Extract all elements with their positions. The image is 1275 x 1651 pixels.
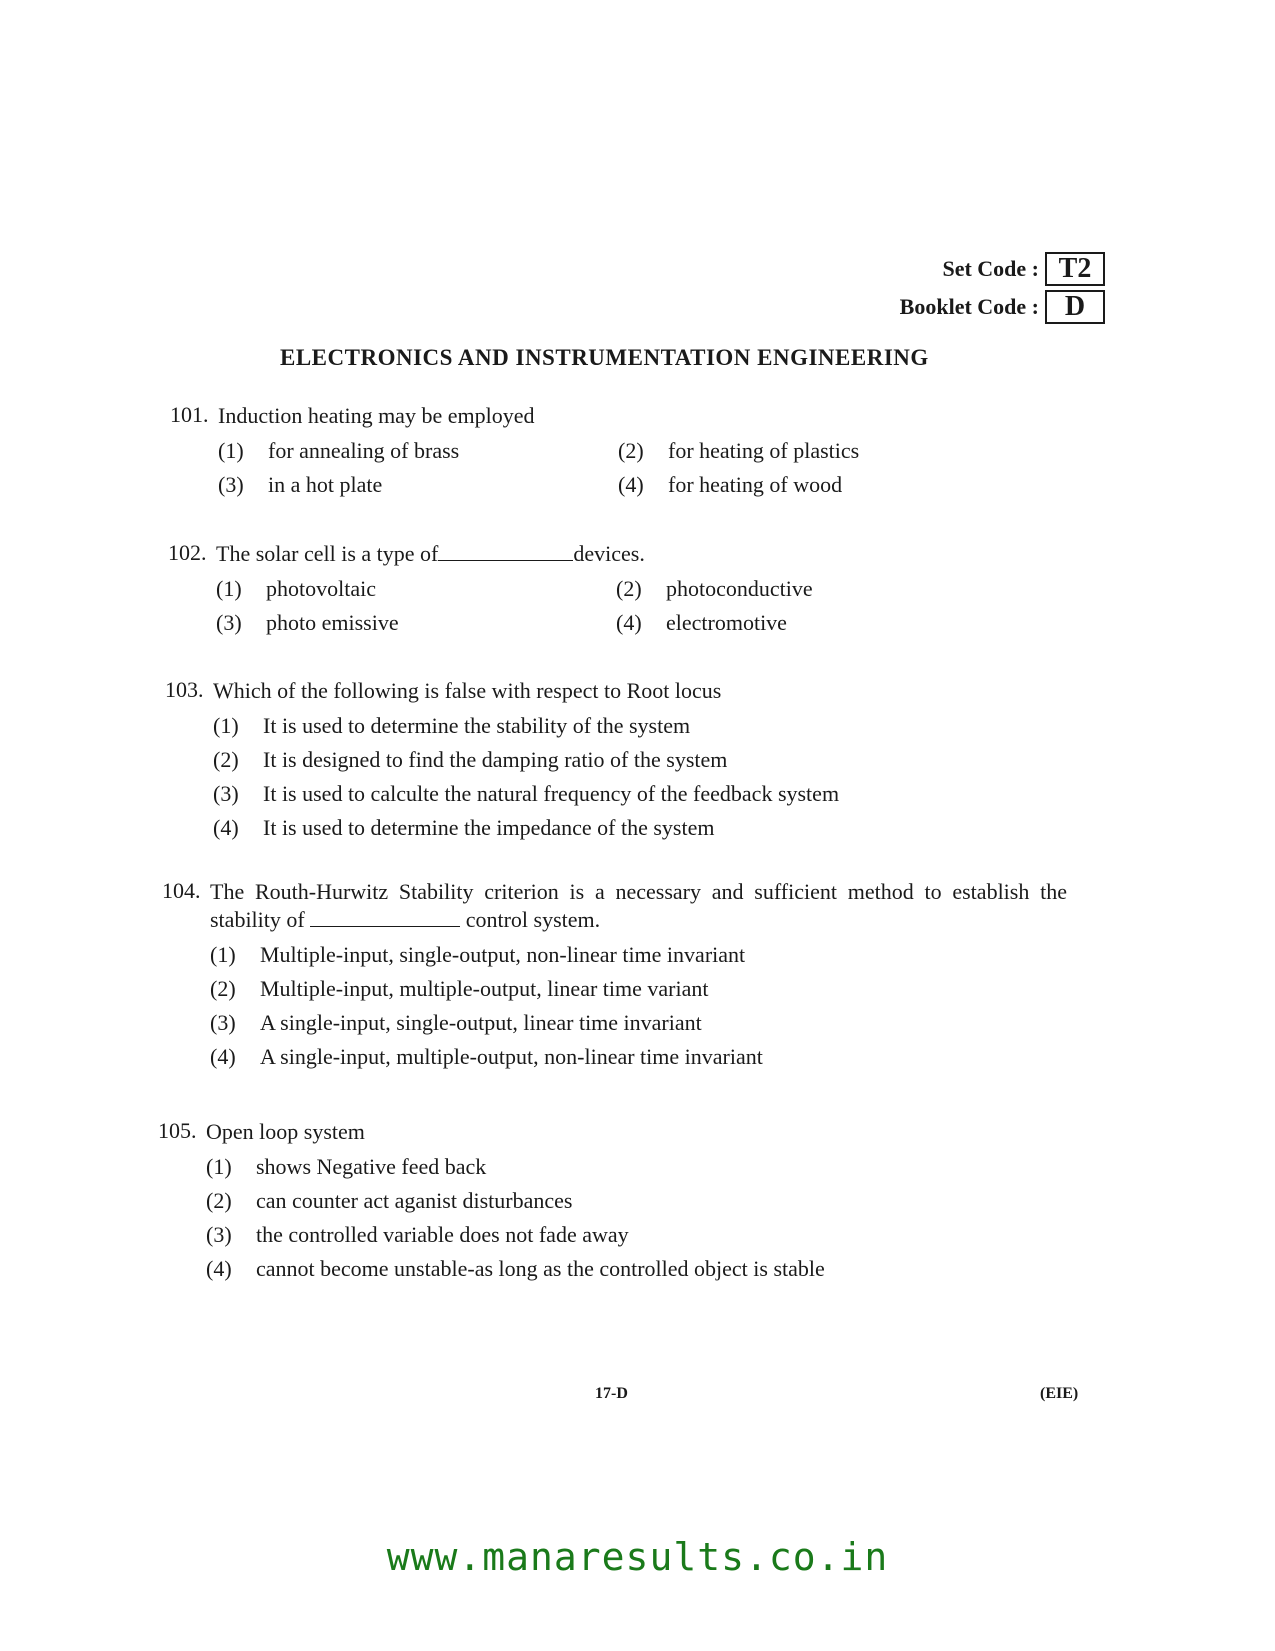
question-102 [168,540,1068,636]
option-1 [216,576,616,602]
question-text: Open loop system [206,1119,365,1144]
subject-code: (EIE) [1040,1385,1079,1402]
option-text: for heating of wood [668,472,843,497]
answer-blank [310,908,460,927]
option-text: cannot become unstable-as long as the controlled object is stable [256,1256,825,1281]
booklet-code-value: D [1045,290,1105,324]
option-3 [210,1010,1067,1036]
option-3 [213,781,1065,807]
option-text: It is designed to find the damping ratio of the system [263,747,728,772]
option-1 [213,713,1065,739]
option-3 [218,472,618,498]
option-number: (3) [218,472,244,497]
question-text [216,540,1068,568]
question-105 [158,1118,1058,1290]
set-code-label: Set Code : [942,256,1039,281]
option-text: photovoltaic [266,576,376,601]
option-text: A single-input, multiple-output, non-linear time invariant [260,1044,763,1069]
question-103 [165,677,1065,849]
option-4 [210,1044,1067,1070]
option-number: (4) [206,1256,232,1281]
option-number: (1) [213,713,239,738]
option-text: can counter act aganist disturbances [256,1188,573,1213]
option-text: A single-input, single-output, linear time invariant [260,1010,702,1035]
option-number: (4) [618,472,644,497]
option-3 [216,610,616,636]
website-watermark[interactable]: www.manaresults.co.in [386,1535,889,1579]
set-code-value: T2 [1045,252,1105,286]
option-text: shows Negative feed back [256,1154,487,1179]
option-1 [210,942,1067,968]
option-number: (4) [213,815,239,840]
booklet-code-label: Booklet Code : [899,294,1039,319]
option-text: photoconductive [666,576,813,601]
question-text [210,878,1067,934]
option-2 [206,1188,1058,1214]
question-text-before: The Routh-Hurwitz Stability criterion is a necessary and sufficient method to establish the stability of [210,879,1067,932]
option-3 [206,1222,1058,1248]
booklet-code-row [900,288,1105,326]
option-number: (1) [210,942,236,967]
option-text: It is used to determine the impedance of the system [263,815,715,840]
option-text: the controlled variable does not fade away [256,1222,629,1247]
code-block [900,250,1105,326]
option-1 [206,1154,1058,1180]
option-text: in a hot plate [268,472,383,497]
option-text: It is used to calculte the natural frequency of the feedback system [263,781,840,806]
option-number: (3) [213,781,239,806]
question-text-before: The solar cell is a type of [216,541,439,566]
question-text: Which of the following is false with respect to Root locus [213,678,722,703]
option-text: Multiple-input, multiple-output, linear time variant [260,976,709,1001]
page-number: 17-D [595,1385,628,1402]
question-text-after: devices. [573,541,645,566]
question-number: 105. [158,1118,197,1143]
option-text: for annealing of brass [268,438,460,463]
option-number: (1) [206,1154,232,1179]
option-text: Multiple-input, single-output, non-linear time invariant [260,942,746,967]
page-title: ELECTRONICS AND INSTRUMENTATION ENGINEERING [280,345,929,370]
option-4 [618,472,1018,498]
option-number: (1) [216,576,242,601]
option-number: (4) [616,610,642,635]
option-number: (2) [206,1188,232,1213]
set-code-row [900,250,1105,288]
option-2 [210,976,1067,1002]
option-text: for heating of plastics [668,438,860,463]
option-number: (1) [218,438,244,463]
option-text: photo emissive [266,610,399,635]
question-text: Induction heating may be employed [218,403,535,428]
question-number: 101. [170,402,209,427]
option-4 [616,610,1016,636]
question-number: 102. [168,540,207,565]
option-number: (2) [618,438,644,463]
answer-blank [438,542,573,561]
option-number: (2) [210,976,236,1001]
question-number: 104. [162,878,201,903]
question-number: 103. [165,677,204,702]
option-text: It is used to determine the stability of the system [263,713,691,738]
option-number: (4) [210,1044,236,1069]
question-104 [162,878,1067,1078]
option-number: (3) [210,1010,236,1035]
option-number: (2) [616,576,642,601]
option-number: (3) [216,610,242,635]
option-2 [213,747,1065,773]
option-text: electromotive [666,610,787,635]
option-2 [616,576,1016,602]
option-number: (3) [206,1222,232,1247]
option-4 [213,815,1065,841]
question-text-after: control system. [465,907,601,932]
question-101 [170,402,1070,498]
option-4 [206,1256,1058,1282]
option-1 [218,438,618,464]
option-number: (2) [213,747,239,772]
option-2 [618,438,1018,464]
